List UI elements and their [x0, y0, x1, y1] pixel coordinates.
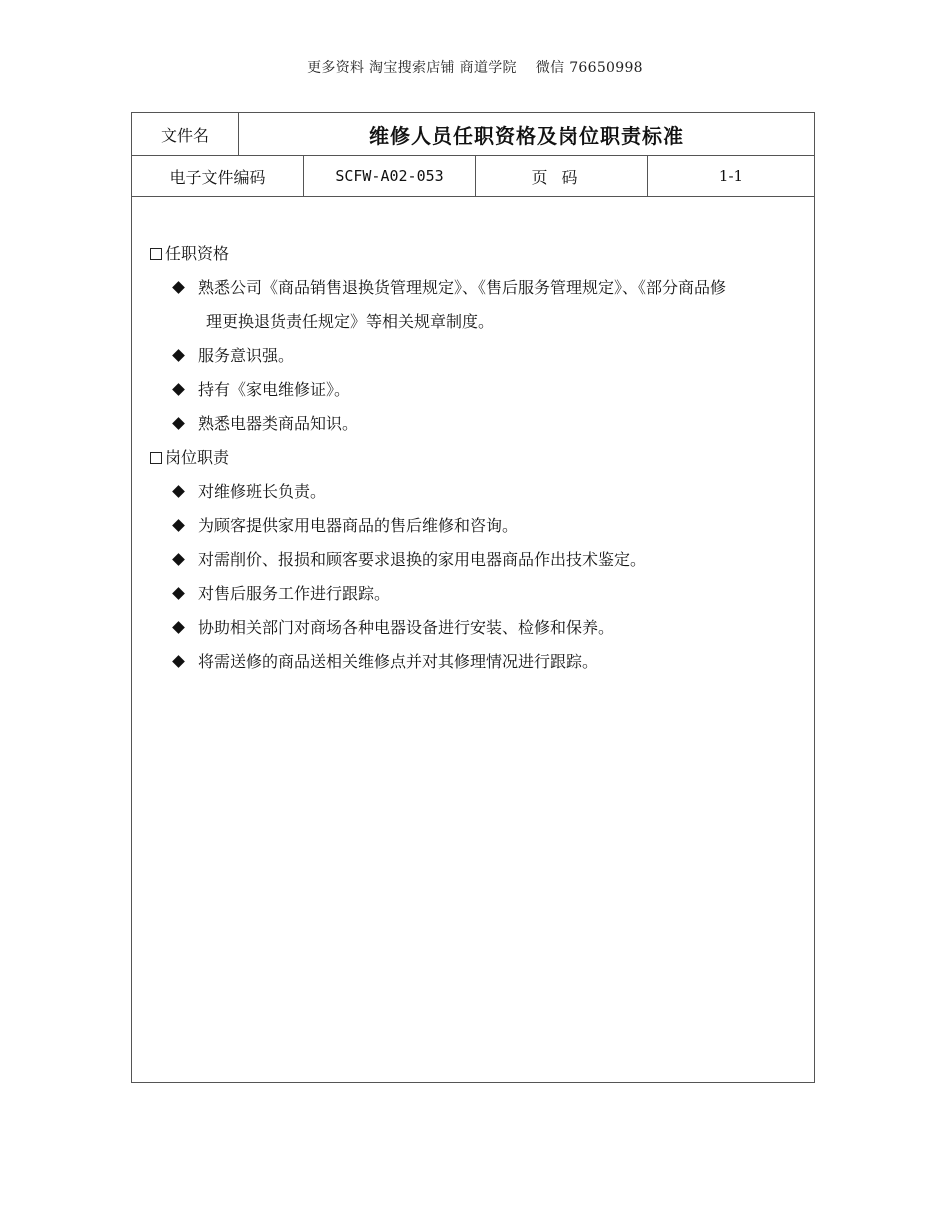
- list-item: [150, 407, 810, 441]
- list-item: [150, 611, 810, 645]
- list-item: [150, 339, 810, 373]
- list-item-text: 协助相关部门对商场各种电器设备进行安装、检修和保养。: [198, 618, 615, 637]
- list-item: [150, 543, 810, 577]
- code-label: 电子文件编码: [132, 156, 304, 196]
- page-value: 1-1: [718, 167, 744, 185]
- title-row: [132, 113, 814, 156]
- list-item: [150, 475, 810, 509]
- list-item: [150, 271, 810, 339]
- page-label: 页码: [476, 156, 648, 196]
- diamond-bullet-icon: [172, 349, 185, 362]
- diamond-bullet-icon: [172, 485, 185, 498]
- list-item-text: 将需送修的商品送相关维修点并对其修理情况进行跟踪。: [198, 652, 599, 671]
- document-body: [150, 237, 810, 679]
- diamond-bullet-icon: [172, 553, 185, 566]
- diamond-bullet-icon: [172, 621, 185, 634]
- list-item-text: 对需削价、报损和顾客要求退换的家用电器商品作出技术鉴定。: [198, 550, 647, 569]
- section-heading-qualifications: [150, 237, 810, 271]
- section-heading-duties: [150, 441, 810, 475]
- checkbox-square-icon: [150, 248, 162, 260]
- diamond-bullet-icon: [172, 655, 185, 668]
- list-item: [150, 577, 810, 611]
- file-name-label: 文件名: [132, 113, 239, 155]
- diamond-bullet-icon: [172, 587, 185, 600]
- list-item: [150, 645, 810, 679]
- list-item-text: 熟悉电器类商品知识。: [198, 414, 359, 433]
- checkbox-square-icon: [150, 452, 162, 464]
- list-item-text: 服务意识强。: [198, 346, 295, 365]
- list-item-text: 为顾客提供家用电器商品的售后维修和咨询。: [198, 516, 519, 535]
- list-item-text: 对售后服务工作进行跟踪。: [198, 584, 391, 603]
- list-item-text: 持有《家电维修证》。: [198, 380, 351, 399]
- diamond-bullet-icon: [172, 383, 185, 396]
- diamond-bullet-icon: [172, 281, 185, 294]
- section-heading-text: 岗位职责: [165, 448, 230, 467]
- list-item-text-continued: 理更换退货责任规定》等相关规章制度。: [206, 312, 495, 331]
- document-form: [131, 112, 815, 1083]
- list-item: [150, 373, 810, 407]
- header-note: 更多资料 淘宝搜索店铺 商道学院 微信 76650998: [307, 60, 643, 76]
- list-item: [150, 509, 810, 543]
- list-item-text: 熟悉公司《商品销售退换货管理规定》、《售后服务管理规定》、《部分商品修: [198, 278, 727, 297]
- meta-row: [132, 156, 814, 197]
- code-value: SCFW-A02-053: [304, 156, 476, 196]
- section-heading-text: 任职资格: [165, 244, 230, 263]
- diamond-bullet-icon: [172, 417, 185, 430]
- diamond-bullet-icon: [172, 519, 185, 532]
- document-title: 维修人员任职资格及岗位职责标准: [369, 123, 684, 148]
- list-item-text: 对维修班长负责。: [198, 482, 327, 501]
